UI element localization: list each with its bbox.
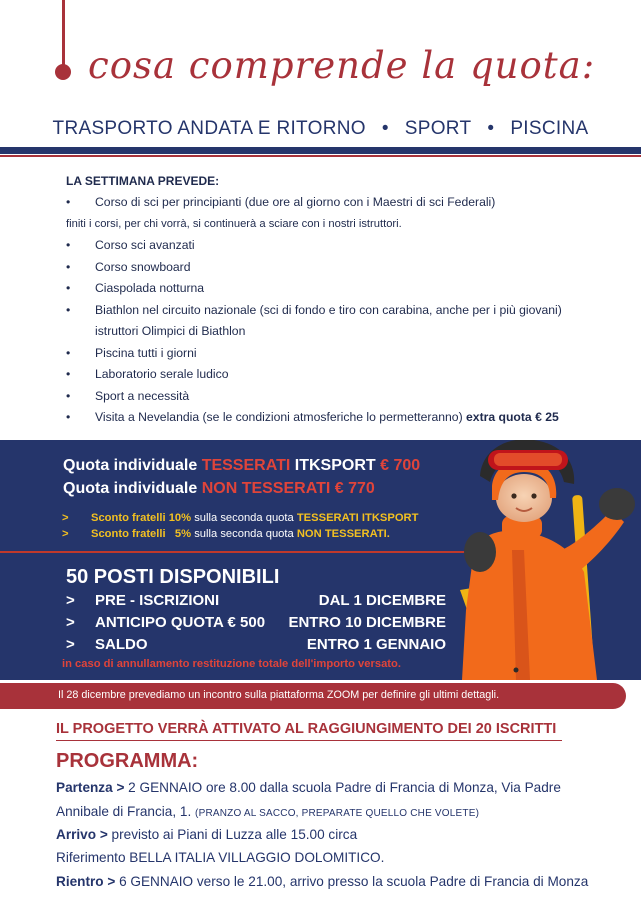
deadline-label: ANTICIPO QUOTA € 500 — [95, 614, 266, 631]
return-line — [56, 874, 588, 889]
list-item-text: Piscina tutti i giorni — [95, 345, 197, 360]
header-rule-red — [0, 155, 641, 157]
arrival-text: previsto ai Piani di Luzza alle 15.00 circa — [111, 827, 358, 842]
seats-title: 50 POSTI DISPONIBILI — [66, 566, 280, 588]
decorative-vertical-line — [62, 0, 65, 66]
departure-continuation — [56, 804, 479, 819]
cancellation-note: in caso di annullamento restituzione totale dell'importo versato. — [62, 658, 401, 670]
bullet: • — [66, 302, 71, 317]
list-item — [66, 192, 626, 214]
hotel-reference: Riferimento BELLA ITALIA VILLAGGIO DOLOMITICO. — [56, 850, 385, 865]
arrival-label: Arrivo > — [56, 827, 108, 842]
list-item — [66, 364, 626, 386]
discount-label: Sconto fratelli 5% — [91, 528, 192, 540]
discount-target: TESSERATI ITKSPORT — [296, 512, 419, 524]
included-item-sport: SPORT — [404, 118, 472, 139]
list-item — [66, 407, 626, 429]
deadline-label: SALDO — [95, 636, 148, 653]
chevron-right-icon: > — [66, 614, 75, 631]
list-item-text: Laboratorio serale ludico — [95, 367, 229, 381]
departure-text: 2 GENNAIO ore 8.00 dalla scuola Padre di Francia di Monza, Via Padre — [128, 780, 561, 795]
list-item — [66, 343, 626, 365]
list-item-text: Corso sci avanzati — [95, 238, 195, 252]
decorative-dot — [55, 64, 71, 80]
discount-label: Sconto fratelli 10% — [91, 512, 192, 524]
deadline-date: ENTRO 10 DICEMBRE — [288, 614, 446, 631]
page-title: cosa comprende la quota: — [88, 44, 596, 87]
discount-target: NON TESSERATI. — [296, 528, 390, 540]
discount-line — [62, 528, 390, 540]
list-item-text: istruttori Olimpici di Biathlon — [95, 324, 246, 338]
included-item-transport: TRASPORTO ANDATA E RITORNO — [52, 118, 366, 139]
chevron-right-icon: > — [66, 636, 75, 653]
list-note — [66, 214, 626, 236]
separator-dot: • — [487, 118, 495, 139]
deadline-label: PRE - ISCRIZIONI — [95, 592, 220, 609]
child-skier-image — [452, 440, 641, 680]
deadline-date: ENTRO 1 GENNAIO — [306, 636, 446, 653]
bullet: • — [66, 367, 71, 381]
list-note-text: finiti i corsi, per chi vorrà, si continuerà a sciare con i nostri istruttori. — [66, 217, 402, 230]
zoom-notice: Il 28 dicembre prevediamo un incontro sulla piattaforma ZOOM per definire gli ultimi dettagli. — [58, 689, 500, 701]
nevelandia-text: Visita a Nevelandia (se le condizioni atmosferiche lo permetteranno) — [95, 410, 463, 424]
activation-underline — [56, 740, 562, 741]
bullet: • — [66, 281, 71, 295]
list-item-text: Corso snowboard — [95, 259, 191, 274]
price-members — [63, 457, 420, 475]
activation-notice: IL PROGETTO VERRÀ ATTIVATO AL RAGGIUNGIMENTO DEI 20 ISCRITTI — [56, 721, 557, 737]
discount-text: sulla seconda quota — [194, 512, 294, 524]
bullet: • — [66, 259, 71, 274]
return-label: Rientro > — [56, 874, 116, 889]
departure-label: Partenza > — [56, 780, 125, 795]
list-item-text: Ciaspolada notturna — [95, 281, 205, 295]
price-non-members — [63, 480, 375, 498]
list-item-text: Sport a necessità — [95, 388, 190, 403]
discount-text: sulla seconda quota — [194, 528, 294, 540]
week-list — [66, 192, 626, 429]
price-amount: € 700 — [380, 457, 421, 474]
price-label: Quota individuale — [63, 457, 198, 474]
list-item — [66, 257, 626, 279]
extra-fee: extra quota € 25 — [466, 410, 559, 424]
list-item-continuation — [66, 321, 626, 343]
departure-address: Annibale di Francia, 1. — [56, 804, 192, 819]
bullet: • — [66, 345, 71, 360]
discount-line — [62, 512, 418, 524]
bullet: • — [66, 388, 71, 403]
separator-dot: • — [381, 118, 389, 139]
bullet: • — [66, 238, 71, 252]
price-org: ITKSPORT — [294, 457, 376, 474]
pricing-divider — [0, 551, 470, 553]
return-text: 6 GENNAIO verso le 21.00, arrivo presso la scuola Padre di Francia di Monza — [119, 874, 589, 889]
included-items — [0, 118, 641, 140]
price-category: NON TESSERATI € 770 — [201, 480, 375, 497]
program-title: PROGRAMMA: — [56, 750, 199, 772]
list-item — [66, 235, 626, 257]
chevron-right-icon: > — [62, 512, 69, 524]
list-item-text: Biathlon nel circuito nazionale (sci di fondo e tiro con carabina, anche per i più giovani) — [95, 302, 562, 317]
chevron-right-icon: > — [66, 592, 75, 609]
deadline-date: DAL 1 DICEMBRE — [318, 592, 446, 609]
list-item — [66, 386, 626, 408]
chevron-right-icon: > — [62, 528, 69, 540]
list-item-text: Corso di sci per principianti (due ore al giorno con i Maestri di sci Federali) — [95, 195, 496, 209]
list-item-text — [95, 407, 559, 429]
bullet: • — [66, 410, 71, 424]
week-heading: LA SETTIMANA PREVEDE: — [66, 174, 220, 188]
list-item — [66, 300, 626, 322]
lunch-note: (PRANZO AL SACCO, PREPARATE QUELLO CHE VOLETE) — [195, 808, 480, 819]
header-rule-navy — [0, 147, 641, 154]
bullet: • — [66, 195, 71, 209]
price-label: Quota individuale — [63, 480, 198, 497]
departure-line — [56, 780, 561, 795]
price-category: TESSERATI — [201, 457, 291, 474]
list-item — [66, 278, 626, 300]
arrival-line — [56, 827, 357, 842]
included-item-pool: PISCINA — [510, 118, 589, 139]
